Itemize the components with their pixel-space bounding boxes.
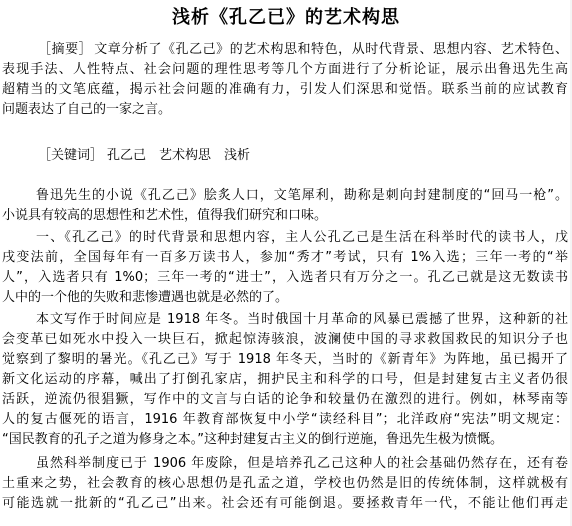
- abstract-label: ［摘要］: [38, 42, 93, 57]
- body-line-2: 小说具有较高的思想性和艺术性，值得我们研究和口味。: [2, 208, 328, 223]
- body-line-13: “国民教育的孔子之道为修身之本。”这种封建复古主义的倒行逆施，鲁迅先生极为愤慨。: [2, 432, 503, 447]
- body-line-12: 人的复古偃死的语言，1916 年教育部恢复中小学“读经科目”；北洋政府“宪法”明文规定：: [2, 412, 568, 427]
- body-line-10: 新文化运动的序幕，喊出了打倒孔家店，拥护民主和科学的口号，但是封建复古主义者仍很: [2, 372, 568, 387]
- keywords-value: 孔乙己 艺术构思 浅析: [107, 148, 251, 163]
- body-line-16: 可能选就一批新的“孔乙己”出来。社会还有可能倒退。要拯救青年一代，不能让他们再走: [2, 496, 568, 511]
- body-line-8: 会变革已如死水中投入一块巨石，掀起惊涛骇浪，波澜使中国的寻求救国救民的知识分子也: [2, 332, 568, 347]
- body-line-7: 本文写作于时间应是 1918 年冬。当时俄国十月革命的风暴已震撼了世界，这种新的社: [36, 312, 568, 327]
- body-line-3: 一、《孔乙己》的时代背景和思想内容，主人公孔乙己是生活在科举时代的读书人，戊: [36, 230, 568, 245]
- body-line-1: 鲁迅先生的小说《孔乙己》脍炙人口，文笔犀利，勘称是刺向封建制度的“回马一枪”。: [36, 188, 568, 203]
- abstract-line-3: 超精当的文笔底蕴，揭示社会问题的准确有力，引发人们深思和觉悟。联系当前的应试教育: [2, 82, 568, 97]
- keywords-label: ［关键词］: [38, 148, 104, 163]
- body-line-11: 活跃，逆流仍很猖獗，写作中的文言与白话的论争和较量仍在激烈的进行。例如，林琴南等: [2, 392, 568, 407]
- body-line-5: 人”，入选者只有 1%0；三年一考的“进士”，入选者只有万分之一。孔乙己就是这无数读书: [2, 270, 568, 285]
- abstract-line-1: [2, 40, 568, 60]
- body-line-9: 觉察到了黎明的暑光。《孔乙己》写于 1918 年冬天，当时的《新青年》为阵地，虽已揭开了: [2, 352, 568, 367]
- body-line-4: 戌变法前，全国每年有一百多万读书人，参加“秀才”考试，只有 1%入选；三年一考的“举: [2, 250, 568, 265]
- document-title: 浅析《孔乙已》的艺术构思: [172, 7, 400, 28]
- body-line-14: 虽然科举制度已于 1906 年废除，但是培养孔乙己这种人的社会基础仍然存在，还有卷: [36, 456, 568, 471]
- abstract-text-1: 文章分析了《孔乙己》的艺术构思和特色，从时代背景、思想内容、艺术特色、: [94, 42, 568, 57]
- abstract-line-2: 表现手法、人性特点、社会问题的理性思考等几个方面进行了分析论证，展示出鲁迅先生高: [2, 62, 568, 77]
- body-line-6: 人中的一个他的失败和悲惨遭遇也就是必然的了。: [2, 290, 289, 305]
- keywords-line: [2, 146, 568, 166]
- body-line-15: 土重来之势，社会教育的核心思想仍是孔孟之道，学校也仍然是旧的传统体制，这样就极有: [2, 476, 568, 491]
- abstract-line-4: 问题表达了自己的一家之言。: [2, 102, 172, 117]
